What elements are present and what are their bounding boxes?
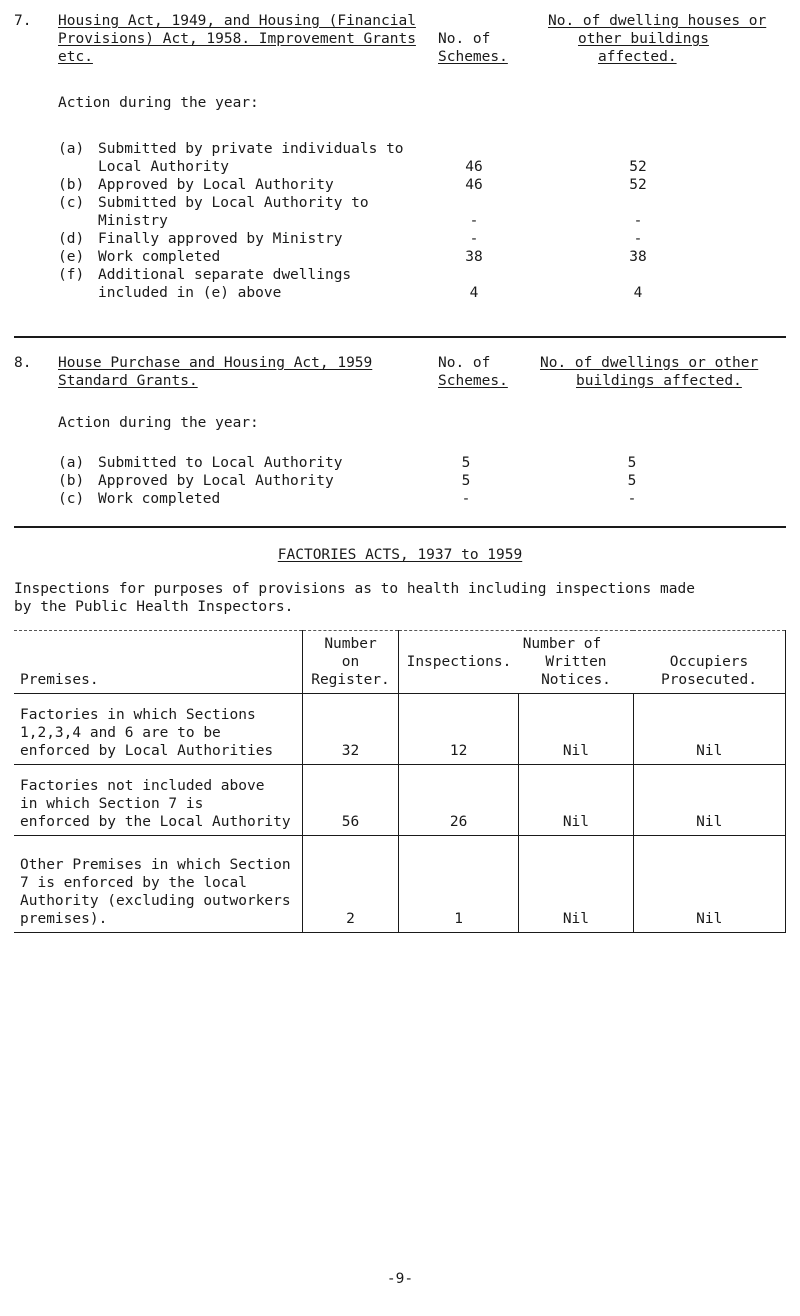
premises-line: 1,2,3,4 and 6 are to be	[20, 725, 221, 741]
page-number: -9-	[386, 1271, 414, 1287]
header-premises-label: Premises.	[20, 672, 99, 688]
header-premises	[14, 631, 303, 694]
notices-cell: Nil	[519, 694, 633, 765]
affected-value: -	[633, 231, 643, 247]
register-cell: 32	[303, 694, 399, 765]
notices-cell: Nil	[519, 836, 633, 933]
premises-line: premises).	[20, 911, 108, 927]
prosecuted-cell: Nil	[633, 765, 785, 836]
header-number-of-group	[398, 631, 785, 694]
premises-cell	[14, 836, 303, 933]
row-text: Submitted by private individuals to	[98, 141, 404, 157]
row-text: Work completed	[98, 249, 221, 265]
section-divider	[14, 526, 786, 528]
row-text: Ministry	[98, 213, 168, 229]
affected-value: 38	[629, 249, 647, 265]
notices-cell: Nil	[519, 765, 633, 836]
affected-value: 4	[633, 285, 643, 301]
premises-line: enforced by the Local Authority	[20, 814, 291, 830]
header-occupiers-prosecuted	[633, 653, 785, 693]
section-8-col-affected-line1: No. of dwellings or other	[540, 355, 759, 371]
factories-intro-line2: by the Public Health Inspectors.	[14, 599, 294, 615]
premises-cell	[14, 694, 303, 765]
section-8-number: 8.	[14, 355, 32, 371]
schemes-value: 5	[461, 473, 471, 489]
factories-intro-line1: Inspections for purposes of provisions as to health including inspections made	[14, 581, 695, 597]
premises-line: Other Premises in which Section	[20, 857, 291, 873]
affected-value: 52	[629, 177, 647, 193]
section-7-col-affected-line2: other buildings	[578, 31, 709, 47]
section-8-col-schemes-line1: No. of	[438, 355, 491, 371]
affected-value: 52	[629, 159, 647, 175]
header-written-line2: Notices.	[541, 672, 611, 688]
affected-value: 5	[627, 455, 637, 471]
row-letter: (a)	[58, 455, 85, 471]
premises-line: in which Section 7 is	[20, 796, 204, 812]
table-row	[14, 836, 786, 933]
section-7-col-affected-line1: No. of dwelling houses or	[548, 13, 767, 29]
factories-table	[14, 630, 786, 933]
schemes-value: 38	[465, 249, 483, 265]
row-letter: (a)	[58, 141, 85, 157]
prosecuted-cell: Nil	[633, 694, 785, 765]
schemes-value: 46	[465, 177, 483, 193]
affected-value: -	[627, 491, 637, 507]
section-7-col-schemes-line1: No. of	[438, 31, 491, 47]
section-8-title-line2: Standard Grants.	[58, 373, 198, 389]
factories-heading: FACTORIES ACTS, 1937 to 1959	[277, 547, 523, 563]
inspections-cell: 1	[398, 836, 518, 933]
section-7-title-line2: Provisions) Act, 1958. Improvement Grants	[58, 31, 416, 47]
row-text: Finally approved by Ministry	[98, 231, 343, 247]
premises-line: Authority (excluding outworkers	[20, 893, 291, 909]
schemes-value: -	[461, 491, 471, 507]
header-occupiers-line2: Prosecuted.	[660, 672, 757, 688]
register-cell: 2	[303, 836, 399, 933]
affected-value: -	[633, 213, 643, 229]
premises-line: Factories not included above	[20, 778, 265, 794]
row-text: Work completed	[98, 491, 221, 507]
row-letter: (b)	[58, 473, 85, 489]
header-register-line2: on	[341, 654, 360, 670]
section-7-title-line3: etc.	[58, 49, 93, 65]
section-7-col-schemes-line2: Schemes.	[438, 49, 508, 65]
header-written-line1: Written	[545, 654, 607, 670]
premises-cell	[14, 765, 303, 836]
inspections-cell: 12	[398, 694, 518, 765]
row-text: Approved by Local Authority	[98, 177, 334, 193]
inspections-cell: 26	[398, 765, 518, 836]
premises-line: 7 is enforced by the local	[20, 875, 247, 891]
row-text: Submitted to Local Authority	[98, 455, 343, 471]
header-inspections: Inspections.	[406, 654, 512, 670]
schemes-value: -	[469, 231, 479, 247]
row-letter: (e)	[58, 249, 85, 265]
factories-header-row	[14, 631, 786, 694]
header-written-notices	[519, 653, 633, 693]
section-8-col-schemes-line2: Schemes.	[438, 373, 508, 389]
row-letter: (f)	[58, 267, 85, 283]
row-letter: (b)	[58, 177, 85, 193]
section-8-action-label: Action during the year:	[58, 415, 259, 431]
header-occupiers-line1: Occupiers	[669, 654, 749, 670]
schemes-value: 46	[465, 159, 483, 175]
premises-line: Factories in which Sections	[20, 707, 256, 723]
section-8-title-line1: House Purchase and Housing Act, 1959	[58, 355, 373, 371]
register-cell: 56	[303, 765, 399, 836]
row-text: Submitted by Local Authority to	[98, 195, 369, 211]
table-row	[14, 765, 786, 836]
section-divider	[14, 336, 786, 338]
header-register-line3: Register.	[311, 672, 390, 688]
section-8-col-affected-line2: buildings affected.	[576, 373, 742, 389]
section-7-title-line1: Housing Act, 1949, and Housing (Financial	[58, 13, 416, 29]
header-register	[303, 631, 399, 694]
section-7-action-label: Action during the year:	[58, 95, 259, 111]
section-7-number: 7.	[14, 13, 32, 29]
row-letter: (c)	[58, 491, 85, 507]
premises-line: enforced by Local Authorities	[20, 743, 274, 759]
affected-value: 5	[627, 473, 637, 489]
prosecuted-cell: Nil	[633, 836, 785, 933]
row-letter: (c)	[58, 195, 85, 211]
section-7-col-affected-line3: affected.	[598, 49, 677, 65]
row-letter: (d)	[58, 231, 85, 247]
schemes-value: 4	[469, 285, 479, 301]
header-number-of: Number of	[522, 636, 602, 652]
row-text: Additional separate dwellings	[98, 267, 352, 283]
schemes-value: 5	[461, 455, 471, 471]
row-text: Approved by Local Authority	[98, 473, 334, 489]
row-text: Local Authority	[98, 159, 229, 175]
table-row	[14, 694, 786, 765]
header-register-line1: Number	[324, 636, 377, 652]
schemes-value: -	[469, 213, 479, 229]
row-text: included in (e) above	[98, 285, 282, 301]
